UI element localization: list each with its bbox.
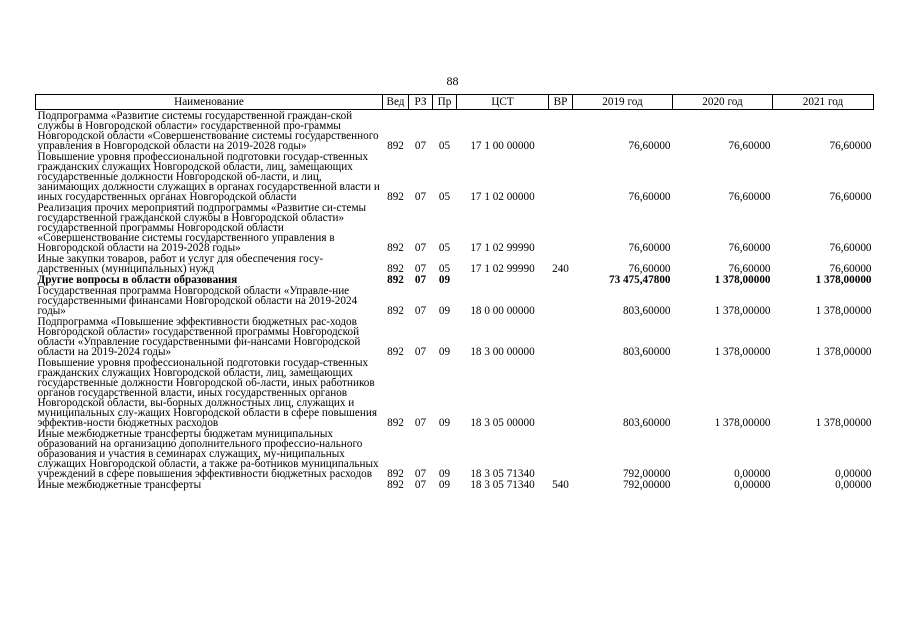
header-cst: ЦСТ [457,95,549,110]
cell-pr: 09 [438,346,451,358]
cell-y2021: 0,00000 [835,468,872,480]
cell-rz: 07 [414,191,427,203]
cell-name: Повышение уровня профессиональной подготовки государ-ственных гражданских служащих Новгородской области, лиц, замещающих государственные должности Новгородской об-ласти, иных работников органов государственной власти, иных государственных органов Новгородской области, вы-борных должностных лиц, служащих и муниципальных слу-жащих Новгородской области в сфере повышения эффектив-ности бюджетных расходов [37,357,377,429]
cell-y2021: 1 378,00000 [815,417,872,429]
cell-y2020: 0,00000 [734,479,771,491]
cell-y2021: 76,60000 [829,263,872,275]
cell-y2021: 76,60000 [829,242,872,254]
cell-ved: 892 [387,274,404,286]
header-name: Наименование [36,95,383,110]
cell-ved: 892 [387,346,404,358]
cell-y2020: 76,60000 [728,191,771,203]
cell-vr [549,357,573,428]
cell-y2019: 76,60000 [628,191,671,203]
cell-rz: 07 [414,417,427,429]
cell-ved: 892 [387,417,404,429]
table-row [36,253,874,274]
cell-pr: 05 [438,140,451,152]
cell-cst: 17 1 02 99990 [470,242,535,254]
cell-y2019: 73 475,47800 [608,274,671,286]
cell-y2020: 76,60000 [728,242,771,254]
cell-ved: 892 [387,242,404,254]
cell-vr [549,316,573,357]
cell-y2019: 803,60000 [622,346,671,358]
cell-vr: 540 [552,479,569,491]
cell-cst: 17 1 02 99990 [470,263,535,275]
cell-vr [549,151,573,202]
cell-y2020: 1 378,00000 [714,417,771,429]
cell-name: Другие вопросы в области образования [37,274,238,286]
cell-pr: 05 [438,191,451,203]
cell-y2019: 792,00000 [622,479,671,491]
cell-y2021: 1 378,00000 [815,346,872,358]
header-2021: 2021 год [773,95,874,110]
table-row [36,428,874,479]
page-number: 88 [446,74,459,88]
cell-rz: 07 [414,468,427,480]
budget-table [35,94,874,490]
cell-y2019: 76,60000 [628,242,671,254]
cell-y2019: 76,60000 [628,263,671,275]
cell-y2021: 76,60000 [829,191,872,203]
header-2019: 2019 год [573,95,673,110]
cell-cst: 18 3 05 71340 [470,479,535,491]
cell-rz: 07 [414,305,427,317]
cell-pr: 09 [438,468,451,480]
cell-rz: 07 [414,274,427,286]
cell-vr [549,285,573,316]
cell-pr: 09 [438,274,451,286]
header-vr: ВР [549,95,573,110]
cell-rz: 07 [414,140,427,152]
cell-vr [549,202,573,253]
cell-ved: 892 [387,191,404,203]
cell-name: Повышение уровня профессиональной подготовки государ-ственных гражданских служащих Новгородской области, лиц, замещающих государственные должности Новгородской об-ласти, и лиц, занимающих должности служащих в органах государственной власти и иных государственных органах Новгородской области [37,151,380,203]
table-row [36,274,874,285]
cell-cst: 18 0 00 00000 [470,305,535,317]
cell-ved: 892 [387,305,404,317]
table-row [36,479,874,490]
cell-ved: 892 [387,468,404,480]
cell-y2020: 76,60000 [728,140,771,152]
header-pr: Пр [433,95,457,110]
cell-y2021: 1 378,00000 [815,305,872,317]
cell-name: Реализация прочих мероприятий подпрограммы «Развитие си-стемы государственной гражданской службы в Новгородской области» государственной программы Новгородской области «Совершенствование системы государственного управления в Новгородской области на 2019-2028 годы» [37,202,367,254]
cell-y2021: 0,00000 [835,479,872,491]
cell-name: Подпрограмма «Развитие системы государственной граждан-ской службы в Новгородской области» государственной про-граммы Новгородской области «Совершенствование системы государственного управления в Новгородской области на 2019-2028 годы» [37,110,379,152]
cell-pr: 09 [438,479,451,491]
table-row [36,110,874,152]
cell-y2020: 1 378,00000 [714,305,771,317]
cell-cst: 18 3 05 00000 [470,417,535,429]
cell-name: Иные межбюджетные трансферты [37,479,202,491]
cell-vr [549,428,573,479]
cell-cst: 17 1 02 00000 [470,191,535,203]
cell-rz: 07 [414,479,427,491]
cell-y2020: 1 378,00000 [714,346,771,358]
table-body [36,110,874,491]
cell-name: Подпрограмма «Повышение эффективности бюджетных рас-ходов Новгородской области» государственной программы Новгородской области «Управление государственными фи-нансами Новгородской области на 2019-2024 годы» [37,316,361,358]
cell-pr: 05 [438,242,451,254]
cell-rz: 07 [414,242,427,254]
cell-name: Иные закупки товаров, работ и услуг для обеспечения госу-дарственных (муниципальных) нужд [37,253,324,275]
cell-ved: 892 [387,263,404,275]
cell-ved: 892 [387,479,404,491]
header-rz: РЗ [409,95,433,110]
cell-rz: 07 [414,346,427,358]
cell-y2020: 0,00000 [734,468,771,480]
table-header-row [36,95,874,110]
table-row [36,151,874,202]
cell-rz: 07 [414,263,427,275]
cell-cst: 18 3 00 00000 [470,346,535,358]
cell-vr [549,274,573,285]
table-row [36,202,874,253]
cell-vr: 240 [552,263,569,275]
cell-pr: 09 [438,305,451,317]
cell-y2020: 1 378,00000 [714,274,771,286]
cell-y2020: 76,60000 [728,263,771,275]
header-2020: 2020 год [673,95,773,110]
cell-name: Иные межбюджетные трансферты бюджетам муниципальных образований на организацию дополнительного профессио-нального образования и участия в семинарах служащих, му-ниципальных служащих Новгородской области, а также ра-ботников муниципальных учреждений в сфере повышения эффективности бюджетных расходов [37,428,379,480]
cell-ved: 892 [387,140,404,152]
cell-y2019: 76,60000 [628,140,671,152]
table-row [36,285,874,316]
cell-name: Государственная программа Новгородской области «Управле-ние государственными финансами Новгородской области на 2019-2024 годы» [37,285,358,317]
cell-pr: 05 [438,263,451,275]
cell-y2021: 1 378,00000 [815,274,872,286]
cell-y2021: 76,60000 [829,140,872,152]
cell-cst: 17 1 00 00000 [470,140,535,152]
cell-vr [549,110,573,152]
cell-cst: 18 3 05 71340 [470,468,535,480]
cell-y2019: 803,60000 [622,305,671,317]
table-row [36,316,874,357]
cell-cst [457,274,549,285]
cell-y2019: 792,00000 [622,468,671,480]
table-row [36,357,874,428]
cell-y2019: 803,60000 [622,417,671,429]
cell-pr: 09 [438,417,451,429]
header-ved: Вед [383,95,409,110]
